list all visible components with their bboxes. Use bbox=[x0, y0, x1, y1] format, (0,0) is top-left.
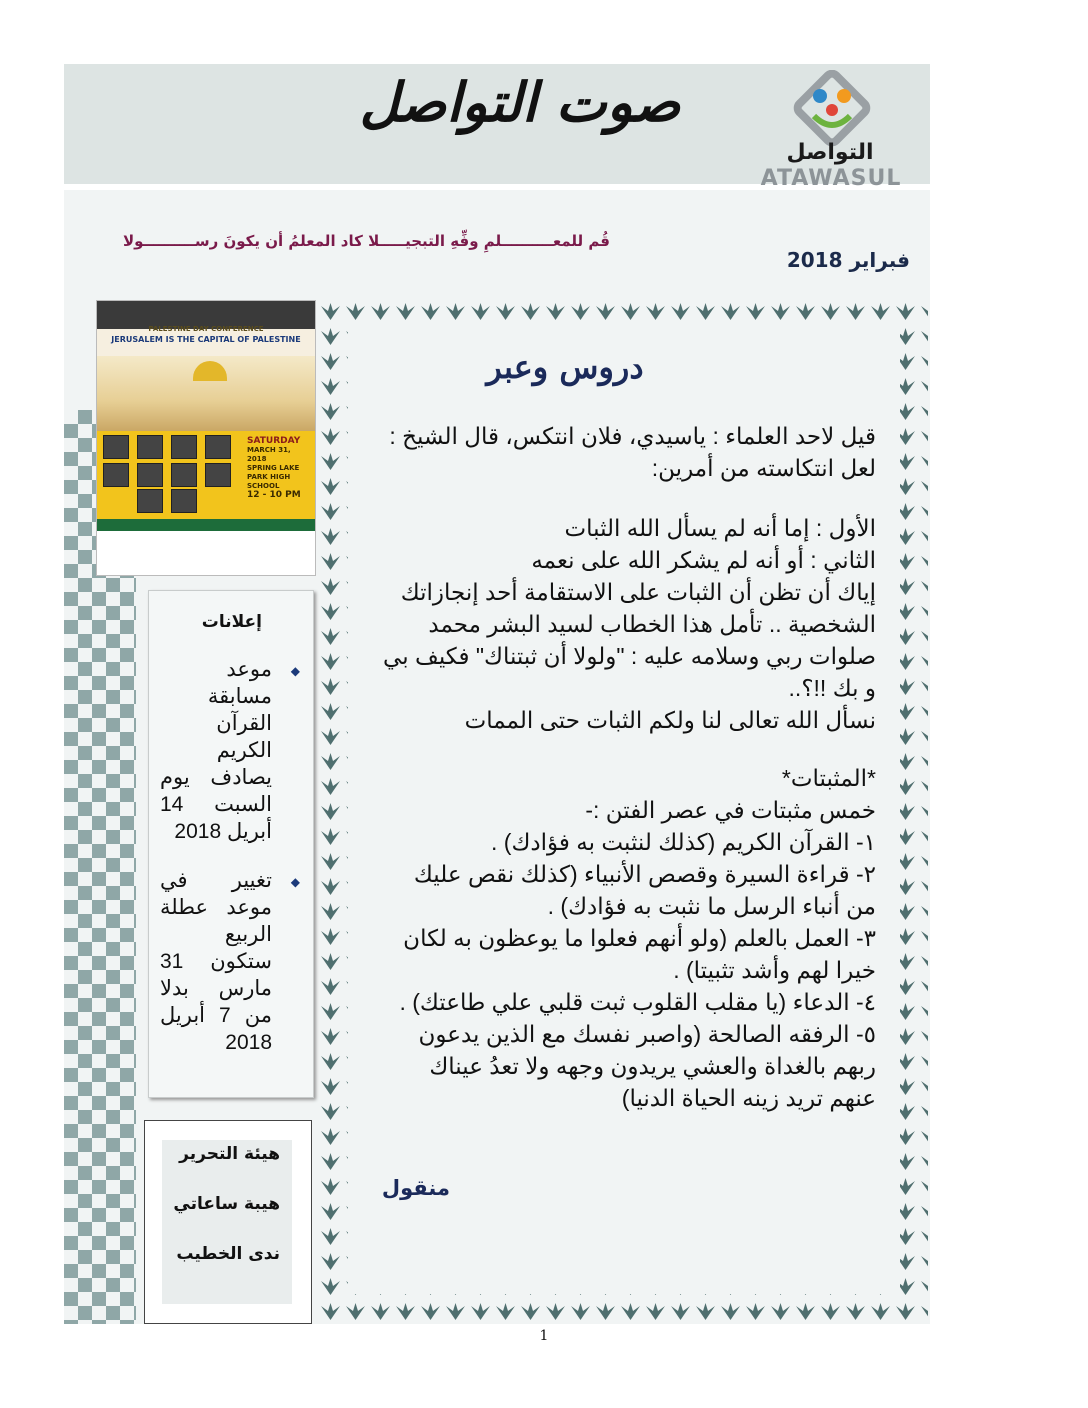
speaker-photo bbox=[137, 463, 163, 487]
poster-green-band bbox=[97, 519, 315, 531]
article-title: دروس وعبر bbox=[486, 348, 644, 386]
speaker-photo bbox=[171, 463, 197, 487]
speaker-photo bbox=[137, 489, 163, 513]
poster-sponsor-logos bbox=[97, 531, 315, 575]
tagline: قُم للمعــــــــــلمِ وفِّهِ التبجيـــــلا كاد المعلمُ أن يكونَ رســــــــــولا bbox=[123, 232, 610, 250]
logo-arabic-text: التواصل bbox=[786, 140, 874, 165]
article-line: نسأل الله تعالى لنا ولكم الثبات حتى الممات bbox=[464, 707, 876, 733]
announcements-title: إعلانات bbox=[201, 612, 262, 632]
article-source: منقول bbox=[381, 1176, 450, 1200]
speaker-photo bbox=[103, 463, 129, 487]
editorial-member: هيبة ساعاتي bbox=[173, 1194, 280, 1214]
logo-english-text: ATAWASUL bbox=[760, 166, 902, 191]
poster-speaker-photos bbox=[103, 435, 243, 515]
article-intro: قيل لاحد العلماء : ياسيدي، فلان انتكس، قال الشيخ : لعل انتكاسته من أمرين: bbox=[389, 423, 876, 481]
poster-event-info bbox=[247, 437, 311, 500]
article-line: خمس مثبتات في عصر الفتن :- bbox=[585, 797, 876, 823]
bullet-diamond-icon: ◆ bbox=[290, 875, 300, 889]
poster-time: 12 - 10 PM bbox=[247, 490, 301, 500]
editorial-title: هيئة التحرير bbox=[179, 1144, 280, 1164]
article-line: ٤- الدعاء (يا مقلب القلوب ثبت قلبي علي طاعتك) . bbox=[399, 989, 876, 1015]
announcements-list bbox=[160, 656, 300, 1078]
article-body bbox=[380, 420, 876, 1114]
page-number: 1 bbox=[539, 1328, 549, 1344]
speaker-photo bbox=[103, 435, 129, 459]
speaker-photo bbox=[205, 463, 231, 487]
editorial-inner-panel bbox=[162, 1140, 292, 1304]
article-line: ٥- الرفقه الصالحة (واصبر نفسك مع الذين يدعون ربهم بالغداة والعشي يريدون وجهه ولا تعدُ عيناك عنهم تريد زينه الحياة الدنيا) bbox=[418, 1021, 876, 1111]
bullet-diamond-icon: ◆ bbox=[290, 664, 300, 678]
speaker-photo bbox=[205, 435, 231, 459]
poster-date: MARCH 31, 2018 bbox=[247, 446, 291, 463]
poster-headline: JERUSALEM IS THE CAPITAL OF PALESTINE bbox=[111, 335, 301, 344]
article-line: ١- القرآن الكريم (كذلك لنثبت به فؤادك) . bbox=[491, 829, 876, 855]
article-section-title: *المثبتات* bbox=[781, 765, 876, 791]
article-line: الأول : إما أنه لم يسأل الله الثبات bbox=[564, 515, 876, 541]
poster-venue: SPRING LAKE PARK HIGH SCHOOL bbox=[247, 464, 300, 490]
announcement-text: تغيير في موعد عطلة الربيع ستكون 31 مارس بدلا من 7 أبريل 2018 bbox=[160, 869, 272, 1054]
announcement-text: موعد مسابقة القرآن الكريم يصادف يوم السبت 14 أبريل 2018 bbox=[160, 658, 272, 843]
article-line: إياك أن تظن أن الثبات على الاستقامة أحد إنجازاتك الشخصية .. تأمل هذا الخطاب لسيد البشر محمد صلوات ربي وسلامه عليه : "ولولا أن ثبتناك" فكيف بي و بك !!؟.. bbox=[383, 579, 876, 701]
speaker-photo bbox=[137, 435, 163, 459]
poster-conference: PALESTINE DAY CONFERENCE bbox=[148, 325, 264, 333]
article-line: الثاني : أو أنه لم يشكر الله على نعمه bbox=[531, 547, 876, 573]
article-line: ٢- قراءة السيرة وقصص الأنبياء (كذلك نقص عليك من أنباء الرسل ما نثبت به فؤادك) . bbox=[413, 861, 876, 919]
masthead-title: صوت التواصل bbox=[359, 70, 681, 134]
speaker-photo bbox=[171, 435, 197, 459]
editorial-member: ندى الخطيب bbox=[176, 1244, 280, 1264]
announcement-item bbox=[160, 656, 300, 845]
poster-day: SATURDAY bbox=[247, 436, 301, 446]
conference-poster bbox=[96, 300, 316, 576]
speaker-photo bbox=[171, 489, 197, 513]
announcement-item bbox=[160, 867, 300, 1056]
issue-date: فبراير 2018 bbox=[786, 248, 910, 272]
article-line: ٣- العمل بالعلم (ولو أنهم فعلوا ما يوعظون به لكان خيرا لهم وأشد تثبيتا) . bbox=[403, 925, 876, 983]
